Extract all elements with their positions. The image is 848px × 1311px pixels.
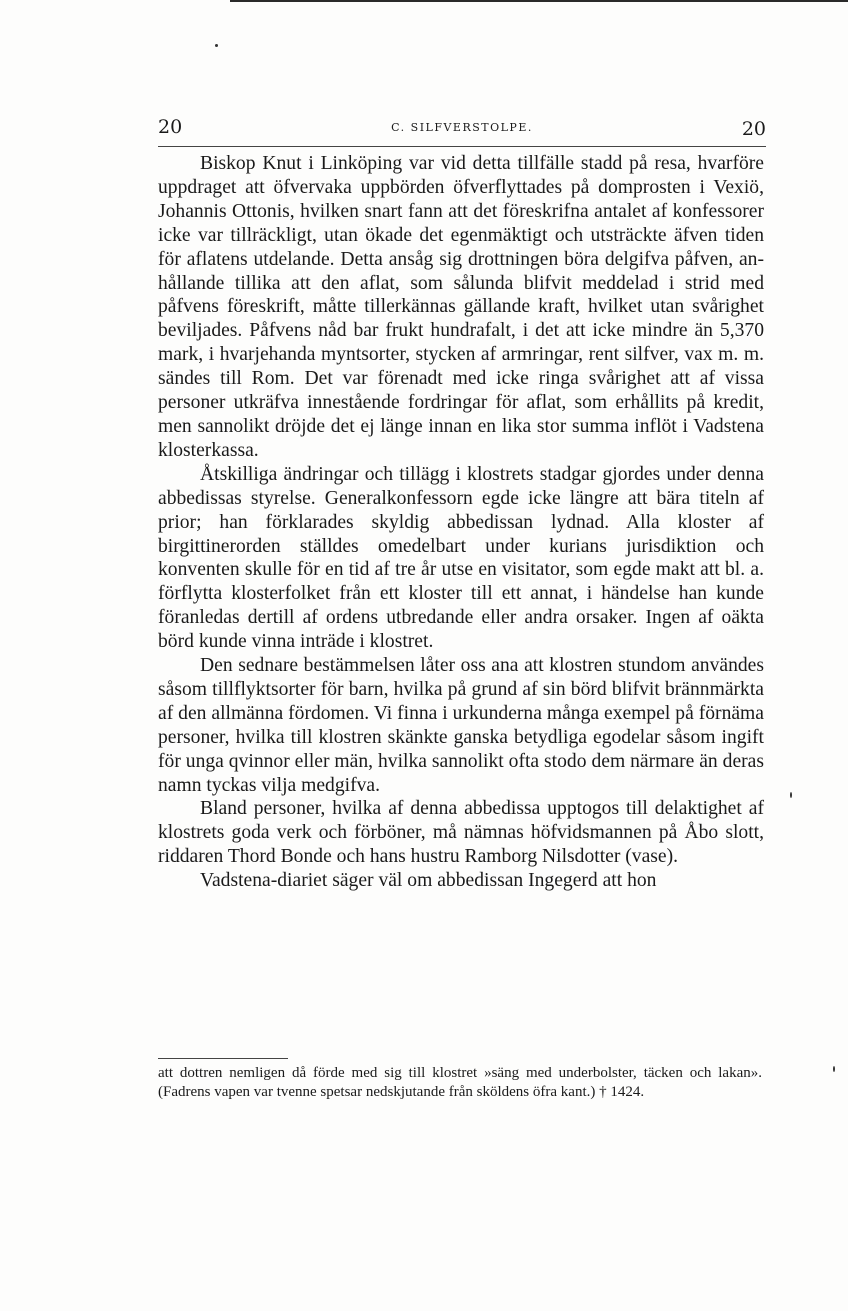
paragraph: Den sednare bestämmelsen låter oss ana att klostren stundom användes såsom tillflyktsorter för barn, hvilka på grund af sin börd blifvit brännmärkta af den allmänna fördomen. Vi finna i urkunderna många exempel på förnäma personer, hvilka till klostren skänkte ganska betydliga egodelar såsom ingift för unga qvinnor eller män, hvilka sannolikt ofta stodo dem närmare än deras namn tyckas vilja medgifva. [158, 655, 764, 796]
scan-top-edge [230, 0, 848, 2]
page-header [158, 116, 766, 142]
body-text [158, 152, 764, 893]
running-head: C. SILFVERSTOLPE. [391, 121, 533, 134]
page-number-right: 20 [741, 118, 766, 140]
footnote-rule [158, 1058, 288, 1059]
paragraph: Vadstena-diariet säger väl om abbedissan Ingegerd att hon [200, 870, 657, 892]
page-number-left: 20 [158, 116, 183, 138]
paragraph: Åtskilliga ändringar och tillägg i klostrets stadgar gjordes under denna abbedissas styrelse. Generalkonfessorn egde icke längre att bära titeln af prior; han förklarades skyldig abbedissan lydnad. Alla kloster af birgittinerorden ställdes omedelbart under kurians jurisdiktion och konventen skulle för en tid af tre år utse en visitator, som egde makt att bl. a. förflytta klosterfolket från ett kloster till ett annat, i händelse han kunde föranledas dertill af ordens utbredande eller andra orsaker. Ingen af oäkta börd kunde vinna inträde i klostret. [158, 463, 764, 653]
scan-speck [833, 1066, 835, 1072]
footnote [158, 1064, 762, 1102]
paragraph: Bland personer, hvilka af denna abbedissa upptogos till delaktighet af klostrets goda verk och förböner, må nämnas höfvidsmannen på Åbo slott, riddaren Thord Bonde och hans hustru Ramborg Nilsdotter (vase). [158, 798, 764, 868]
paragraph: Biskop Knut i Linköping var vid detta tillfälle stadd på resa, hvarföre uppdraget att öfvervaka uppbörden öfverflyttades på domprosten i Vexiö, Johannis Ottonis, hvilken snart fann att det föreskrifna antalet af konfessorer icke var tillräckligt, utan ökade det egenmäktigt och utsträckte äfven tiden för aflatens utdelande. Detta ansåg sig drottningen böra delgifva påfven, anhållande tillika att den aflat, som sålunda blifvit meddelad i strid med påfvens föreskrift, måtte tillerkännas gällande kraft, hvilket utan svårighet beviljades. Påfvens nåd bar frukt hundrafalt, i det att icke mindre än 5,370 mark, i hvarjehanda myntsorter, stycken af armringar, rent silfver, vax m. m. sändes till Rom. Det var förenadt med icke ringa svårighet att af vissa personer utkräfva innestående fordringar för aflat, som erhållits på kredit, men sannolikt dröjde det ej länge innan en lika stor summa inflöt i Vadstena klosterkassa. [158, 153, 764, 461]
scan-speck [790, 792, 792, 798]
footnote-text: att dottren nemligen då förde med sig till klostret »säng med underbolster, täcken och lakan». (Fadrens vapen var tvenne spetsar nedskjutande från sköldens öfra kant.) † 1424. [158, 1065, 762, 1100]
header-rule [158, 146, 766, 147]
scan-speck [215, 44, 218, 47]
